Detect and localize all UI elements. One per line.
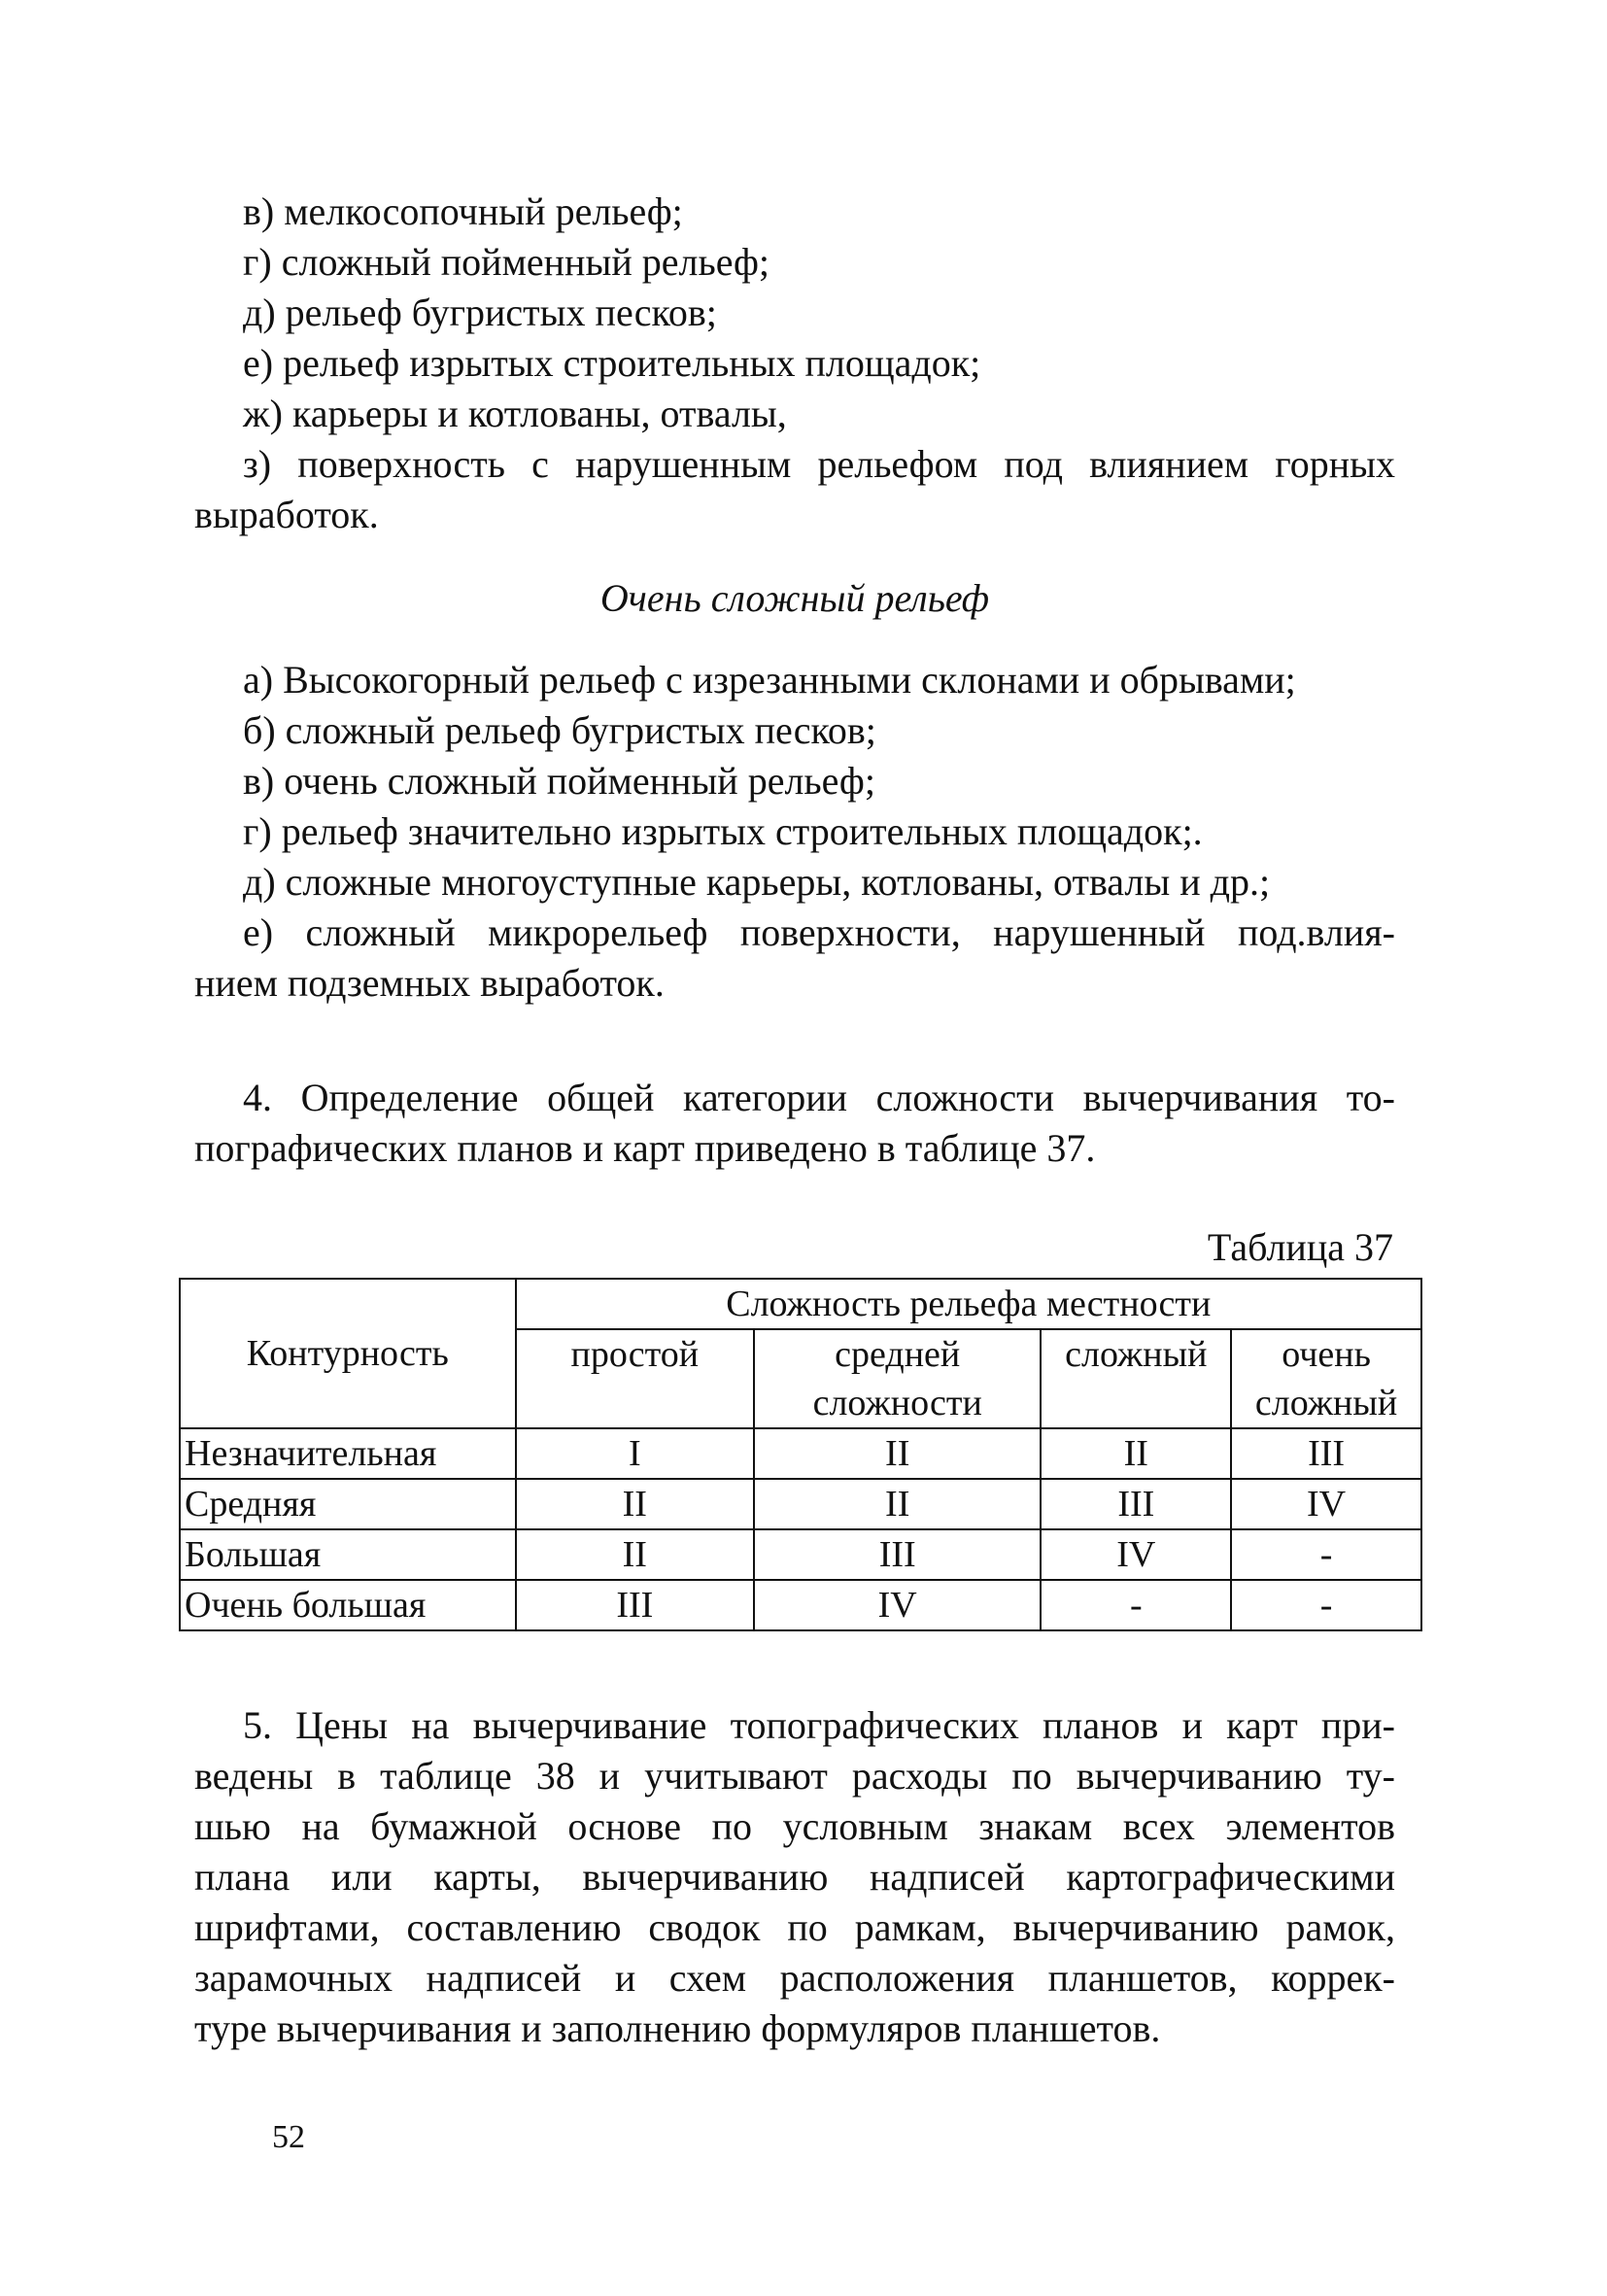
column-header bbox=[1231, 1329, 1421, 1428]
list-item: а) Высокогорный рельеф с изрезанными склонами и обрывами; bbox=[243, 658, 1296, 702]
list-item: г) рельеф значительно изрытых строительных площадок;. bbox=[243, 809, 1203, 853]
contour-header: Контурность bbox=[180, 1279, 516, 1428]
table-cell: I bbox=[516, 1428, 754, 1479]
list-item: в) очень сложный пойменный рельеф; bbox=[243, 759, 875, 803]
column-header-line: очень bbox=[1282, 1334, 1371, 1375]
paragraph-line: туре вычерчивания и заполнению формуляров планшетов. bbox=[194, 2006, 1161, 2050]
list-item: е) сложный микрорельеф поверхности, нарушенный под.влия- bbox=[243, 910, 1395, 954]
row-label: Очень большая bbox=[180, 1580, 516, 1630]
column-header-line: простой bbox=[570, 1334, 700, 1375]
complexity-table bbox=[179, 1278, 1422, 1631]
column-header-line: сложный bbox=[1254, 1383, 1398, 1423]
list-item: б) сложный рельеф бугристых песков; bbox=[243, 708, 876, 752]
table-cell: - bbox=[1231, 1529, 1421, 1580]
paragraph-line: 4. Определение общей категории сложности вычерчивания то- bbox=[243, 1076, 1395, 1119]
table-cell: IV bbox=[1041, 1529, 1231, 1580]
list-item: г) сложный пойменный рельеф; bbox=[243, 240, 769, 284]
list-item: ж) карьеры и котлованы, отвалы, bbox=[243, 392, 787, 435]
table-cell: - bbox=[1041, 1580, 1231, 1630]
paragraph-line: 5. Цены на вычерчивание топографических планов и карт при- bbox=[243, 1703, 1395, 1747]
table-cell: III bbox=[516, 1580, 754, 1630]
list-item: д) сложные многоуступные карьеры, котлованы, отвалы и др.; bbox=[243, 860, 1271, 904]
table-cell: III bbox=[754, 1529, 1041, 1580]
paragraph-5 bbox=[194, 1700, 1395, 2054]
table-cell: II bbox=[516, 1529, 754, 1580]
table-row bbox=[180, 1479, 1421, 1529]
table-cell: IV bbox=[754, 1580, 1041, 1630]
list-item: д) рельеф бугристых песков; bbox=[243, 291, 717, 334]
table-cell: II bbox=[516, 1479, 754, 1529]
table-cell: II bbox=[754, 1479, 1041, 1529]
table-cell: II bbox=[754, 1428, 1041, 1479]
list-item: в) мелкосопочный рельеф; bbox=[243, 189, 683, 233]
column-header bbox=[1041, 1329, 1231, 1428]
paragraph-line: зарамочных надписей и схем расположения планшетов, коррек- bbox=[194, 1956, 1395, 2000]
column-header bbox=[516, 1329, 754, 1428]
list-item-continuation: нием подземных выработок. bbox=[194, 961, 665, 1005]
moderate-relief-list bbox=[194, 187, 1395, 540]
table-row bbox=[180, 1428, 1421, 1479]
column-header-line: сложный bbox=[1065, 1334, 1208, 1375]
list-item: з) поверхность с нарушенным рельефом под влиянием горных bbox=[243, 442, 1395, 486]
page-number: 52 bbox=[272, 2119, 305, 2155]
table-caption: Таблица 37 bbox=[1207, 1225, 1393, 1269]
row-label: Средняя bbox=[180, 1479, 516, 1529]
table-row bbox=[180, 1580, 1421, 1630]
column-header bbox=[754, 1329, 1041, 1428]
section-heading: Очень сложный рельеф bbox=[599, 576, 990, 620]
row-label: Большая bbox=[180, 1529, 516, 1580]
row-label: Незначительная bbox=[180, 1428, 516, 1479]
table-row bbox=[180, 1529, 1421, 1580]
paragraph-line: плана или карты, вычерчиванию надписей картографическими bbox=[194, 1855, 1395, 1899]
table-header-row bbox=[180, 1279, 1421, 1329]
paragraph-line: пографических планов и карт приведено в таблице 37. bbox=[194, 1126, 1096, 1170]
table-cell: II bbox=[1041, 1428, 1231, 1479]
table-cell: IV bbox=[1231, 1479, 1421, 1529]
table-cell: III bbox=[1231, 1428, 1421, 1479]
column-header-line: сложности bbox=[812, 1383, 982, 1423]
column-header-line: средней bbox=[835, 1334, 961, 1375]
list-item: е) рельеф изрытых строительных площадок; bbox=[243, 341, 981, 385]
table-cell: III bbox=[1041, 1479, 1231, 1529]
paragraph-line: шрифтами, составлению сводок по рамкам, вычерчиванию рамок, bbox=[194, 1905, 1395, 1949]
paragraph-line: шью на бумажной основе по условным знакам всех элементов bbox=[194, 1804, 1395, 1848]
paragraph-4 bbox=[194, 1073, 1395, 1174]
paragraph-line: ведены в таблице 38 и учитывают расходы по вычерчиванию ту- bbox=[194, 1754, 1395, 1798]
table-cell: - bbox=[1231, 1580, 1421, 1630]
list-item-continuation: выработок. bbox=[194, 493, 379, 536]
relief-complexity-header: Сложность рельефа местности bbox=[516, 1279, 1421, 1329]
very-complex-relief-list bbox=[194, 655, 1395, 1009]
